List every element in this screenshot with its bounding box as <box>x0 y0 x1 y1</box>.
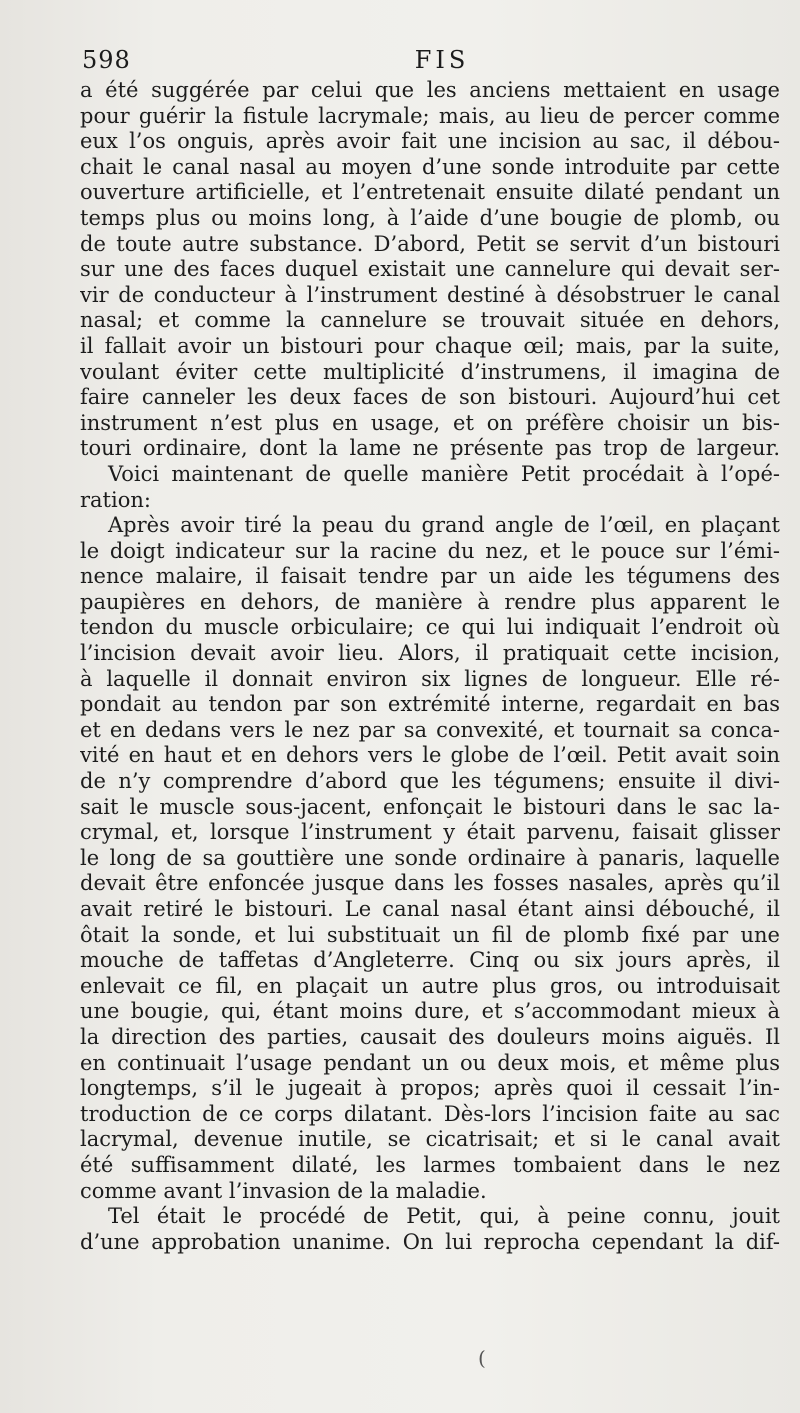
text-line: pour guérir la fistule lacrymale; mais, au lieu de percer comme <box>80 103 780 128</box>
body-text <box>80 78 780 1255</box>
running-title: FIS <box>414 46 470 74</box>
text-line: devait être enfoncée jusque dans les fosses nasales, après qu’il <box>80 871 780 896</box>
text-line: voulant éviter cette multiplicité d’instrumens, il imagina de <box>80 359 780 384</box>
text-line: Tel était le procédé de Petit, qui, à peine connu, jouit <box>108 1204 780 1229</box>
text-line: le long de sa gouttière une sonde ordinaire à panaris, laquelle <box>80 845 780 870</box>
text-line: en continuait l’usage pendant un ou deux mois, et même plus <box>80 1050 780 1075</box>
text-line: d’une approbation unanime. On lui reprocha cependant la dif- <box>80 1229 780 1254</box>
text-line: à laquelle il donnait environ six lignes de longueur. Elle ré- <box>80 666 780 691</box>
text-line: paupières en dehors, de manière à rendre plus apparent le <box>80 589 780 614</box>
text-line: enlevait ce fil, en plaçait un autre plus gros, ou introduisait <box>80 973 780 998</box>
page-mark: ( <box>478 1346 486 1370</box>
text-line: une bougie, qui, étant moins dure, et s’accommodant mieux à <box>80 999 780 1024</box>
text-line: ôtait la sonde, et lui substituait un fil de plomb fixé par une <box>80 922 780 947</box>
text-line: comme avant l’invasion de la maladie. <box>80 1178 487 1203</box>
text-line: touri ordinaire, dont la lame ne présente pas trop de largeur. <box>80 436 780 461</box>
text-line: longtemps, s’il le jugeait à propos; après quoi il cessait l’in- <box>80 1076 780 1101</box>
text-line: eux l’os onguis, après avoir fait une incision au sac, il débou- <box>80 129 780 154</box>
text-line: la direction des parties, causait des douleurs moins aiguës. Il <box>80 1024 780 1049</box>
text-line: nence malaire, il faisait tendre par un aide les tégumens des <box>80 564 780 589</box>
text-line: mouche de taffetas d’Angleterre. Cinq ou six jours après, il <box>80 948 780 973</box>
text-line: avait retiré le bistouri. Le canal nasal étant ainsi débouché, il <box>80 897 780 921</box>
text-line: et en dedans vers le nez par sa convexité, et tournait sa conca- <box>80 717 780 742</box>
text-line: temps plus ou moins long, à l’aide d’une bougie de plomb, ou <box>80 205 780 230</box>
text-line: ouverture artificielle, et l’entretenait ensuite dilaté pendant un <box>80 180 780 205</box>
page-number: 598 <box>82 46 131 74</box>
text-line: faire canneler les deux faces de son bistouri. Aujourd’hui cet <box>80 385 780 410</box>
text-line: pondait au tendon par son extrémité interne, regardait en bas <box>80 692 780 717</box>
text-line: lacrymal, devenue inutile, se cicatrisait; et si le canal avait <box>80 1127 780 1152</box>
text-line: été suffisamment dilaté, les larmes tombaient dans le nez <box>80 1152 780 1177</box>
text-line: vité en haut et en dehors vers le globe de l’œil. Petit avait soin <box>80 743 780 768</box>
text-line: Après avoir tiré la peau du grand angle de l’œil, en plaçant <box>108 513 780 538</box>
text-line: Voici maintenant de quelle manière Petit procédait à l’opé- <box>108 461 780 486</box>
text-line: crymal, et, lorsque l’instrument y était parvenu, faisait glisser <box>80 820 780 845</box>
text-line: l’incision devait avoir lieu. Alors, il pratiquait cette incision, <box>80 641 780 666</box>
text-line: instrument n’est plus en usage, et on préfère choisir un bis- <box>80 410 780 435</box>
text-line: vir de conducteur à l’instrument destiné à désobstruer le canal <box>80 282 780 307</box>
text-line: sait le muscle sous-jacent, enfonçait le bistouri dans le sac la- <box>80 794 780 819</box>
text-line: tendon du muscle orbiculaire; ce qui lui indiquait l’endroit où <box>80 615 780 640</box>
text-line: sur une des faces duquel existait une cannelure qui devait ser- <box>80 257 780 282</box>
text-line: de n’y comprendre d’abord que les tégumens; ensuite il divi- <box>80 769 780 794</box>
text-line: ration: <box>80 487 151 512</box>
text-line: a été suggérée par celui que les anciens mettaient en usage <box>80 78 780 102</box>
text-line: de toute autre substance. D’abord, Petit se servit d’un bistouri <box>80 231 780 256</box>
text-line: nasal; et comme la cannelure se trouvait située en dehors, <box>80 308 780 333</box>
text-line: il fallait avoir un bistouri pour chaque œil; mais, par la suite, <box>80 333 780 358</box>
text-line: troduction de ce corps dilatant. Dès-lors l’incision faite au sac <box>80 1101 780 1126</box>
text-line: chait le canal nasal au moyen d’une sonde introduite par cette <box>80 154 780 179</box>
text-line: le doigt indicateur sur la racine du nez, et le pouce sur l’émi- <box>80 538 780 563</box>
